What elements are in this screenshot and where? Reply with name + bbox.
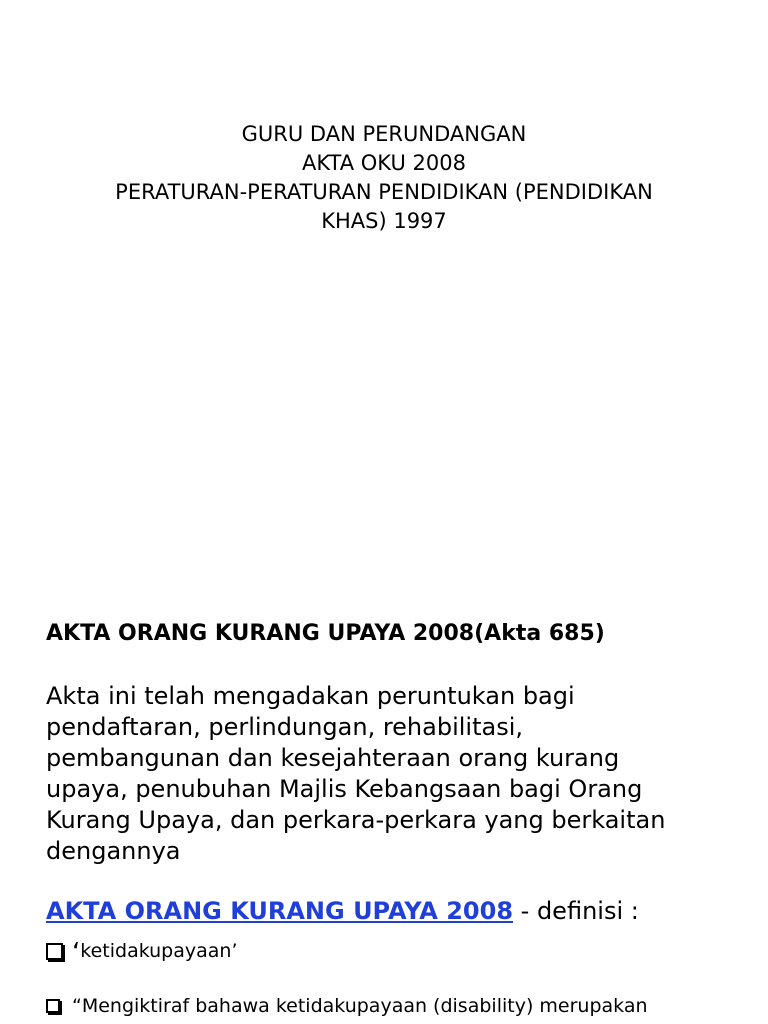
checkbox-bullet-icon (46, 999, 60, 1013)
title-line-1: GURU DAN PERUNDANGAN (241, 122, 527, 146)
bullet-text: “Mengiktiraf bahawa ketidakupayaan (disability) merupakan (72, 995, 648, 1017)
section-paragraph (46, 681, 746, 867)
document-title (0, 120, 768, 236)
paragraph-line: pendaftaran, perlindungan, rehabilitasi, (46, 713, 523, 741)
list-item (46, 995, 648, 1017)
paragraph-line: pembangunan dan kesejahteraan orang kurang (46, 744, 620, 772)
bullet-text: ketidakupayaan’ (80, 940, 238, 962)
title-line-2: AKTA OKU 2008 (302, 151, 466, 175)
paragraph-line: upaya, penubuhan Majlis Kebangsaan bagi Orang (46, 775, 643, 803)
definition-line (46, 897, 746, 925)
definition-suffix: - definisi : (513, 897, 639, 925)
section-heading: AKTA ORANG KURANG UPAYA 2008(Akta 685) (46, 621, 605, 646)
paragraph-line: Kurang Upaya, dan perkara-perkara yang berkaitan (46, 806, 666, 834)
checkbox-bullet-icon (46, 943, 63, 960)
quote-mark: ‘ (72, 938, 81, 968)
paragraph-line: Akta ini telah mengadakan peruntukan bagi (46, 682, 575, 710)
title-line-4: KHAS) 1997 (321, 209, 447, 233)
list-item (46, 936, 238, 966)
paragraph-line: dengannya (46, 837, 181, 865)
definition-link[interactable]: AKTA ORANG KURANG UPAYA 2008 (46, 897, 514, 925)
title-line-3: PERATURAN-PERATURAN PENDIDIKAN (PENDIDIKAN (115, 180, 653, 204)
